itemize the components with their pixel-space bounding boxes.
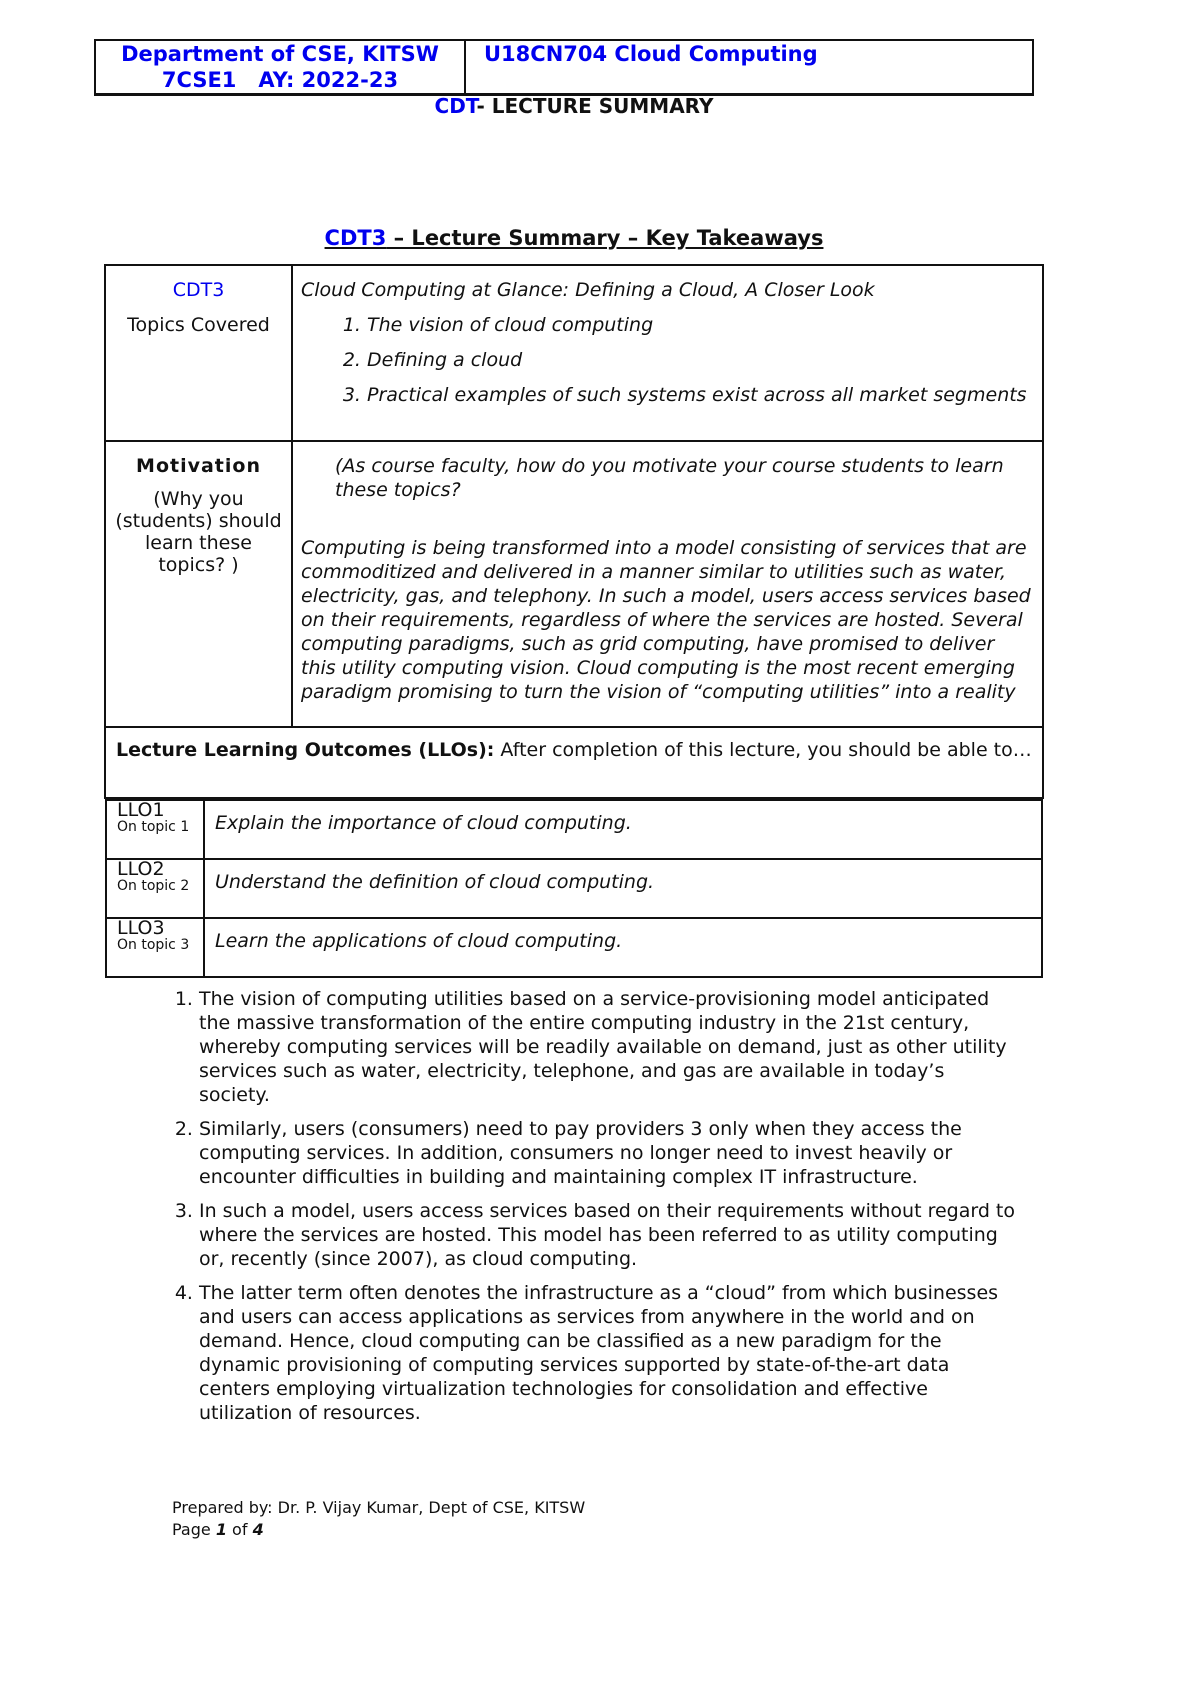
llo-row (106, 800, 1042, 859)
page-label: Page (172, 1520, 216, 1539)
key-points-list (165, 987, 1019, 1435)
class-year: 7CSE1 AY: 2022-23 (161, 68, 399, 92)
llo-topic: On topic 2 (117, 878, 190, 894)
key-point: 2. Similarly, users (consumers) need to pay providers 3 only when they access the computing services. In addition, consumers no longer need to invest heavily or encounter difficulties in building and maintaining complex IT infrastructure. (199, 1117, 1019, 1189)
llo-table (105, 799, 1043, 978)
llo-intro: After completion of this lecture, you should be able to… (494, 739, 1032, 761)
key-point: 4. The latter term often denotes the infrastructure as a “cloud” from which businesses and users can access applications as services from anywhere in the world and on demand. Hence, cloud computing can be classified as a new paradigm for the dynamic provisioning of computing services supported by state-of-the-art data centers employing virtualization technologies for consolidation and effective utilization of resources. (199, 1281, 1019, 1425)
prepared-by: Prepared by: Dr. P. Vijay Kumar, Dept of CSE, KITSW (172, 1498, 586, 1517)
topics-row (105, 265, 1043, 441)
topics-heading: Cloud Computing at Glance: Defining a Cloud, A Closer Look (301, 279, 875, 301)
llo-code: LLO3 (117, 917, 165, 939)
topics-label: Topics Covered (127, 314, 270, 336)
key-point: 1. The vision of computing utilities based on a service-provisioning model anticipated the massive transformation of the entire computing industry in the 21st century, whereby computing services will be readily available on demand, just as other utility services such as water, electricity, telephone, and gas are available in today’s society. (199, 987, 1019, 1107)
llo-code: LLO2 (117, 858, 165, 880)
llo-text: Learn the applications of cloud computing. (215, 930, 623, 952)
title-rest: - LECTURE SUMMARY (476, 94, 714, 118)
llo-text: Explain the importance of cloud computing. (215, 812, 632, 834)
page-number (172, 1519, 585, 1541)
topics-code: CDT3 (172, 279, 225, 301)
subtitle-rest: – Lecture Summary – Key Takeaways (386, 226, 824, 250)
llo-text: Understand the definition of cloud computing. (215, 871, 655, 893)
llo-table-row (105, 798, 1043, 978)
llo-row (106, 859, 1042, 918)
current-page: 1 (215, 1520, 227, 1539)
llo-heading-row (105, 727, 1043, 798)
page-of: of (226, 1520, 253, 1539)
llo-code: LLO1 (117, 799, 165, 821)
page-title (0, 94, 1148, 118)
llo-topic: On topic 3 (117, 937, 190, 953)
topic-item: 2. Defining a cloud (367, 348, 1034, 372)
motivation-row (105, 441, 1043, 727)
llo-heading: Lecture Learning Outcomes (LLOs): (116, 739, 495, 761)
header-box (94, 39, 1034, 96)
topic-item: 1. The vision of cloud computing (367, 313, 1034, 337)
topic-item: 3. Practical examples of such systems exist across all market segments (367, 383, 1034, 407)
key-point: 3. In such a model, users access services based on their requirements without regard to where the services are hosted. This model has been referred to as utility computing or, recently (since 2007), as cloud computing. (199, 1199, 1019, 1271)
motivation-label: Motivation (136, 455, 261, 477)
section-title (0, 226, 1148, 250)
department: Department of CSE, KITSW (121, 42, 439, 66)
summary-table (104, 264, 1044, 978)
motivation-text: Computing is being transformed into a model consisting of services that are commoditized and delivered in a manner similar to utilities such as water, electricity, gas, and telephony. In such a model, users access services based on their requirements, regardless of where the services are hosted. Several computing paradigms, such as grid computing, have promised to deliver this utility computing vision. Cloud computing is the most recent emerging paradigm promising to turn the vision of “computing utilities” into a reality (301, 537, 1031, 703)
llo-row (106, 918, 1042, 977)
subtitle-prefix: CDT3 (324, 226, 387, 250)
motivation-prompt: (As course faculty, how do you motivate your course students to learn these topics? (335, 455, 1004, 501)
motivation-sublabel: (Why you (students) should learn these topics? ) (115, 488, 282, 576)
total-pages: 4 (252, 1520, 264, 1539)
course-title: U18CN704 Cloud Computing (484, 42, 818, 66)
topics-list (301, 313, 1034, 407)
llo-topic: On topic 1 (117, 819, 190, 835)
footer (172, 1497, 585, 1541)
title-prefix: CDT (434, 94, 477, 118)
